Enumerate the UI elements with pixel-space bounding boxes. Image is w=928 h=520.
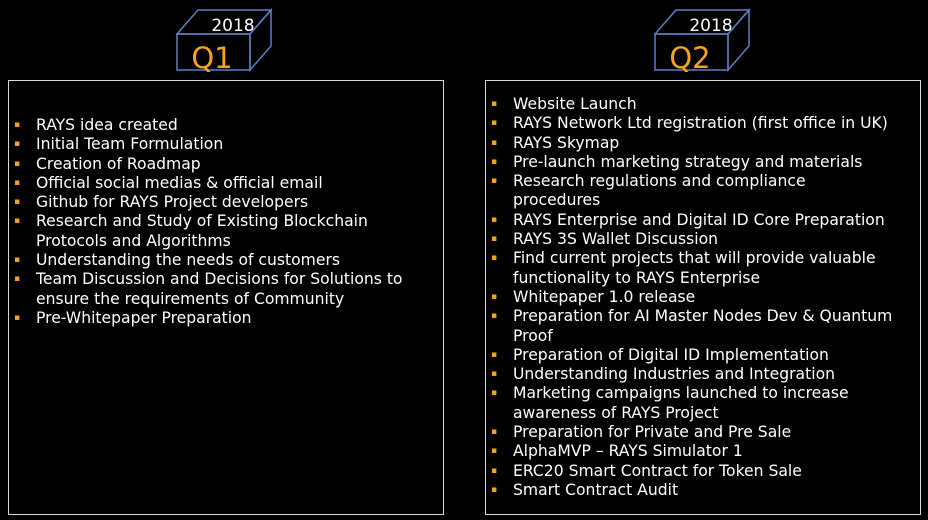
bullet-icon: ▪ <box>491 349 498 360</box>
milestone-item <box>486 307 920 346</box>
milestone-text: Creation of Roadmap <box>36 154 201 173</box>
q2-quarter-label: Q2 <box>669 41 711 75</box>
milestone-item <box>486 134 920 153</box>
bullet-icon: ▪ <box>491 234 498 245</box>
bullet-icon: ▪ <box>491 484 498 495</box>
milestone-text: RAYS idea created <box>36 116 178 134</box>
milestone-text: Research and Study of Existing Blockchain <box>36 212 368 231</box>
milestone-text: Pre-Whitepaper Preparation <box>36 308 252 327</box>
bullet-icon: ▪ <box>491 176 498 187</box>
milestone-item <box>486 384 920 423</box>
milestone-text: Research regulations and compliance <box>513 172 806 191</box>
bullet-icon: ▪ <box>491 369 498 380</box>
q2-milestone-list <box>486 95 920 500</box>
bullet-icon: ▪ <box>14 139 21 150</box>
milestone-item <box>486 249 920 288</box>
milestone-text: awareness of RAYS Project <box>513 403 719 422</box>
bullet-icon: ▪ <box>491 99 498 109</box>
milestone-item <box>9 270 443 309</box>
milestone-item <box>486 211 920 230</box>
q2-year: 2018 <box>689 16 733 36</box>
milestone-item <box>9 212 443 251</box>
bullet-icon: ▪ <box>14 312 21 323</box>
bullet-icon: ▪ <box>491 465 498 476</box>
milestone-text: Proof <box>513 326 553 345</box>
bullet-icon: ▪ <box>491 427 498 438</box>
bullet-icon: ▪ <box>14 158 21 169</box>
milestone-item <box>486 442 920 461</box>
milestone-text: functionality to RAYS Enterprise <box>513 268 761 287</box>
milestone-item <box>486 423 920 442</box>
bullet-icon: ▪ <box>14 197 21 208</box>
q1-panel <box>8 80 444 515</box>
q1-milestone-list <box>9 116 443 328</box>
milestone-text: Understanding the needs of customers <box>36 251 340 270</box>
bullet-icon: ▪ <box>491 118 498 129</box>
bullet-icon: ▪ <box>491 214 498 225</box>
milestone-item <box>486 114 920 133</box>
milestone-item <box>486 95 920 114</box>
milestone-text: Github for RAYS Project developers <box>36 193 309 212</box>
milestone-item <box>486 346 920 365</box>
milestone-item <box>486 172 920 211</box>
bullet-icon: ▪ <box>491 446 498 457</box>
milestone-item <box>486 481 920 500</box>
milestone-text: Website Launch <box>513 95 637 113</box>
milestone-text: AlphaMVP – RAYS Simulator 1 <box>513 442 743 461</box>
milestone-text: RAYS Network Ltd registration (first office in UK) <box>513 114 888 133</box>
bullet-icon: ▪ <box>14 120 21 130</box>
milestone-text: Whitepaper 1.0 release <box>513 287 696 306</box>
milestone-item <box>486 462 920 481</box>
bullet-icon: ▪ <box>491 156 498 167</box>
milestone-text: Initial Team Formulation <box>36 135 224 154</box>
bullet-icon: ▪ <box>491 291 498 302</box>
milestone-item <box>9 174 443 193</box>
milestone-item <box>486 153 920 172</box>
bullet-icon: ▪ <box>14 216 21 227</box>
milestone-text: ERC20 Smart Contract for Token Sale <box>513 461 802 480</box>
bullet-icon: ▪ <box>491 137 498 148</box>
milestone-item <box>9 251 443 270</box>
milestone-text: Official social medias & official email <box>36 173 323 192</box>
q1-year: 2018 <box>211 16 255 36</box>
milestone-text: procedures <box>513 191 601 210</box>
milestone-text: Preparation for Private and Pre Sale <box>513 423 792 442</box>
milestone-item <box>486 288 920 307</box>
milestone-text: Team Discussion and Decisions for Solutions to <box>36 270 403 289</box>
milestone-item <box>9 309 443 328</box>
milestone-text: Pre-launch marketing strategy and materials <box>513 152 863 171</box>
bullet-icon: ▪ <box>491 311 498 322</box>
milestone-text: Preparation of Digital ID Implementation <box>513 345 829 364</box>
milestone-text: ensure the requirements of Community <box>36 289 345 308</box>
milestone-item <box>9 193 443 212</box>
q2-panel <box>485 80 921 515</box>
milestone-item <box>486 230 920 249</box>
milestone-text: Smart Contract Audit <box>513 480 679 499</box>
milestone-item <box>9 155 443 174</box>
bullet-icon: ▪ <box>14 274 21 285</box>
bullet-icon: ▪ <box>14 177 21 188</box>
bullet-icon: ▪ <box>491 253 498 264</box>
milestone-text: Preparation for AI Master Nodes Dev & Quantum <box>513 307 893 326</box>
milestone-item <box>9 116 443 135</box>
milestone-text: Marketing campaigns launched to increase <box>513 384 849 403</box>
milestone-text: Understanding Industries and Integration <box>513 365 835 384</box>
milestone-text: RAYS 3S Wallet Discussion <box>513 230 719 249</box>
q1-cube <box>174 8 274 75</box>
bullet-icon: ▪ <box>491 388 498 399</box>
q1-quarter-label: Q1 <box>191 41 233 75</box>
bullet-icon: ▪ <box>14 255 21 266</box>
q2-cube <box>652 8 752 75</box>
milestone-item <box>486 365 920 384</box>
milestone-item <box>9 135 443 154</box>
milestone-text: Protocols and Algorithms <box>36 231 231 250</box>
milestone-text: Find current projects that will provide valuable <box>513 249 876 268</box>
milestone-text: RAYS Enterprise and Digital ID Core Preparation <box>513 210 885 229</box>
milestone-text: RAYS Skymap <box>513 133 620 152</box>
